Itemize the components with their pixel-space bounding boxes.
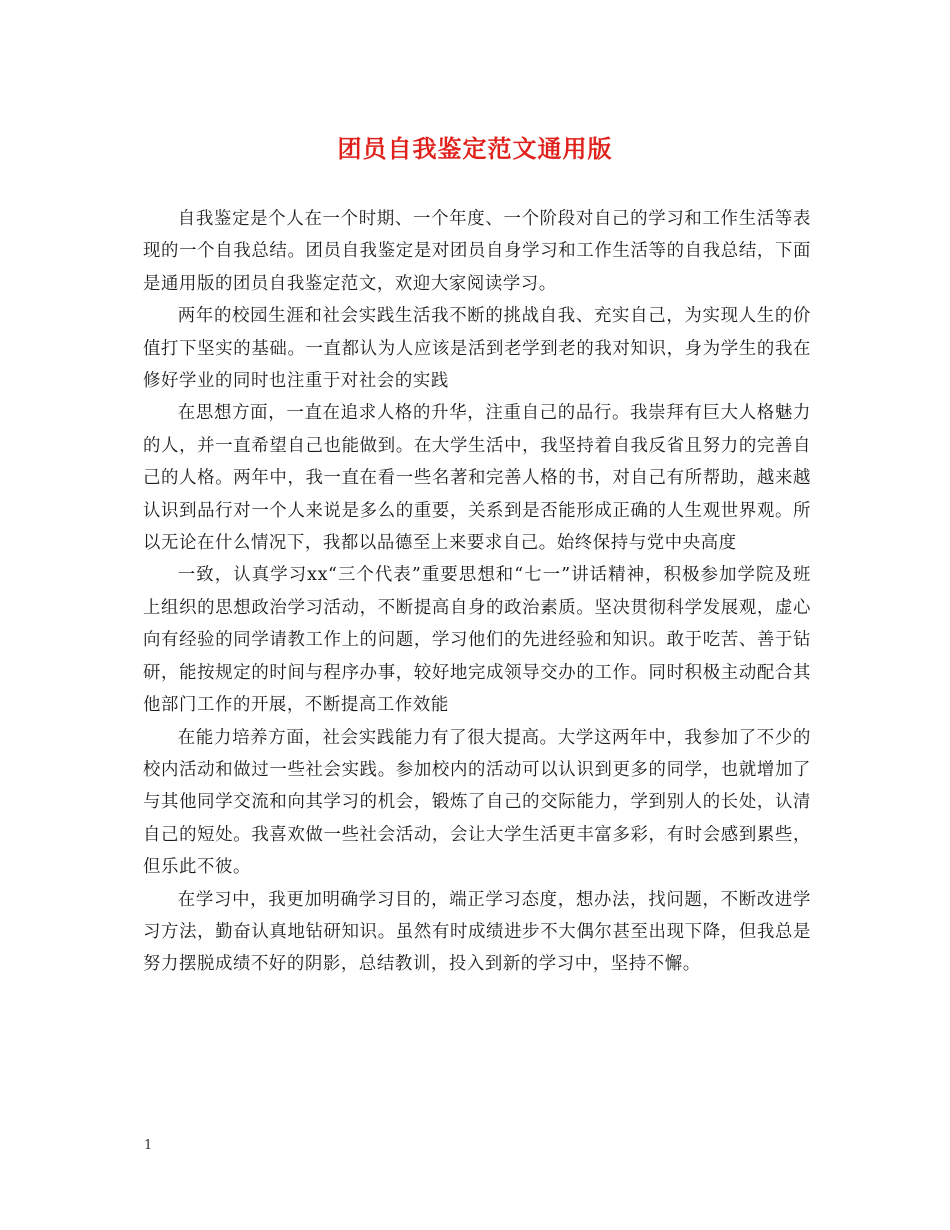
document-body	[143, 203, 811, 981]
paragraph-ability: 在能力培养方面，社会实践能力有了很大提高。大学这两年中，我参加了不少的校内活动和做过一些社会实践。参加校内的活动可以认识到更多的同学，也就增加了与其他同学交流和向其学习的机会，锻炼了自己的交际能力，学到别人的长处，认清自己的短处。我喜欢做一些社会活动，会让大学生活更丰富多彩，有时会感到累些，但乐此不彼。	[143, 727, 811, 878]
paragraph-study: 在学习中，我更加明确学习目的，端正学习态度，想办法，找问题，不断改进学习方法，勤奋认真地钻研知识。虽然有时成绩进步不大偶尔甚至出现下降，但我总是努力摆脱成绩不好的阴影，总结教训，投入到新的学习中，坚持不懈。	[143, 889, 811, 975]
paragraph-campus-life: 两年的校园生涯和社会实践生活我不断的挑战自我、充实自己，为实现人生的价值打下坚实的基础。一直都认为人应该是活到老学到老的我对知识，身为学生的我在修好学业的同时也注重于对社会的实践	[143, 306, 811, 392]
paragraph-ideology: 在思想方面，一直在追求人格的升华，注重自己的品行。我崇拜有巨大人格魅力的人，并一直希望自己也能做到。在大学生活中，我坚持着自我反省且努力的完善自己的人格。两年中，我一直在看一些名著和完善人格的书，对自己有所帮助，越来越认识到品行对一个人来说是多么的重要，关系到是否能形成正确的人生观世界观。所以无论在什么情况下，我都以品德至上来要求自己。始终保持与党中央高度	[143, 403, 811, 554]
page-number: 1	[144, 1138, 153, 1153]
paragraph-political-study: 一致，认真学习xx“三个代表”重要思想和“七一”讲话精神，积极参加学院及班上组织的思想政治学习活动，不断提高自身的政治素质。坚决贯彻科学发展观，虚心向有经验的同学请教工作上的问题，学习他们的先进经验和知识。敢于吃苦、善于钻研，能按规定的时间与程序办事，较好地完成领导交办的工作。同时积极主动配合其他部门工作的开展，不断提高工作效能	[143, 565, 811, 716]
document-title: 团员自我鉴定范文通用版	[337, 135, 613, 163]
paragraph-intro: 自我鉴定是个人在一个时期、一个年度、一个阶段对自己的学习和工作生活等表现的一个自我总结。团员自我鉴定是对团员自身学习和工作生活等的自我总结，下面是通用版的团员自我鉴定范文，欢迎大家阅读学习。	[143, 209, 811, 294]
